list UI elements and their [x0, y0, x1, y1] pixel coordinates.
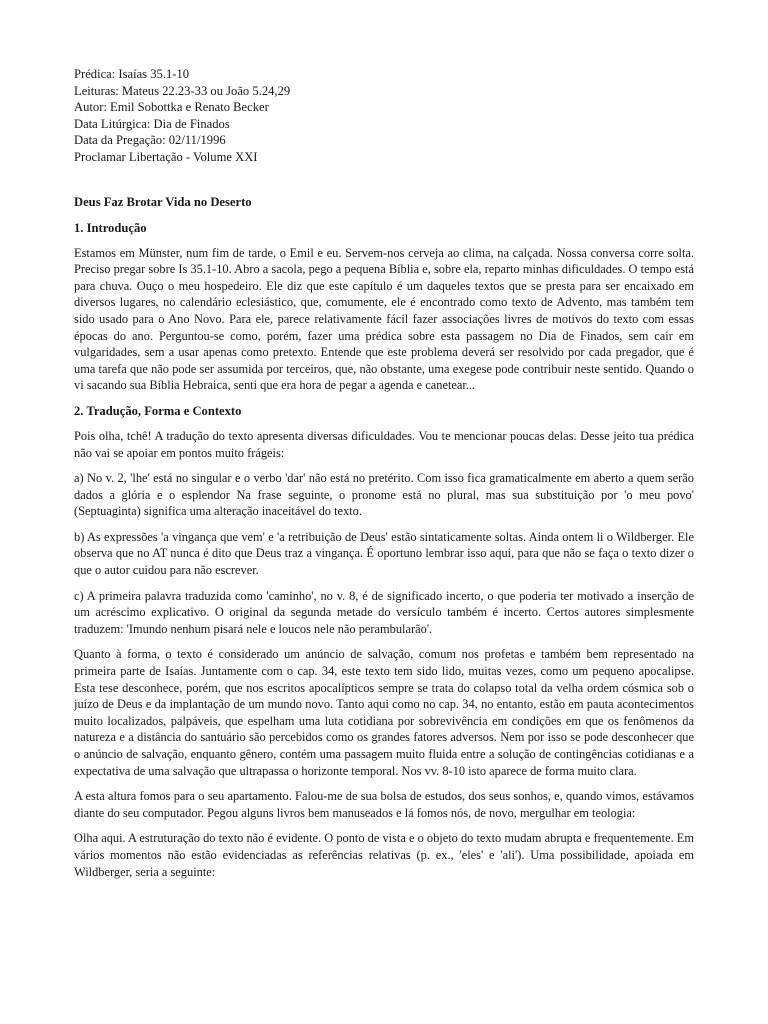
paragraph: Olha aqui. A estruturação do texto não é evidente. O ponto de vista e o objeto do texto mudam abrupta e frequentemente. Em vários momentos não estão evidenciadas as referências relativas (p. ex., 'eles' e 'ali'). Uma possibilidade, apoiada em Wildberger, seria a seguinte:: [74, 831, 694, 879]
paragraph: A esta altura fomos para o seu apartamento. Falou-me de sua bolsa de estudos, dos seus sonhos, e, quando vimos, estávamos diante do seu computador. Pegou alguns livros bem manuseados e lá fomos nós, de novo, mergulhar em teologia:: [74, 789, 694, 820]
paragraph: Quanto à forma, o texto é considerado um anúncio de salvação, comum nos profetas e também bem representado na primeira parte de Isaías. Juntamente com o cap. 34, este texto tem sido lido, muitas vezes, como um pequeno apocalipse. Esta tese desconhece, porém, que nos escritos apocalípticos sempre se trata do colapso total da velha ordem cósmica sob o juízo de Deus e da implantação de um mundo novo. Tanto aqui como no cap. 34, no entanto, estão em pauta acontecimentos muito localizados, palpáveis, que espelham uma luta cotidiana por sobrevivência em condições em que os fenômenos da natureza e a distância do santuário são percebidos como os grandes fatores adversos. Nem por isso se pode desconhecer que o anúncio de salvação, enquanto gênero, contém uma passagem muito fluida entre a solução de contingências cotidianas e a expectativa de uma salvação que ultrapassa o horizonte temporal. Nos vv. 8-10 isto aparece de forma muito clara.: [74, 647, 694, 778]
document-header: [74, 66, 694, 166]
header-line-author: Autor: Emil Sobottka e Renato Becker: [74, 100, 269, 115]
header-line-preaching-text: Prédica: Isaías 35.1-10: [74, 67, 190, 81]
section-translation-form-context: [74, 403, 694, 880]
header-line-preaching-date: Data da Pregação: 02/11/1996: [74, 133, 226, 148]
paragraph-item-b: b) As expressões 'a vingança que vem' e 'a retribuição de Deus' estão sintaticamente soltas. Ainda ontem li o Wildberger. Ele observa que no AT nunca é dito que Deus traz a vingança. É oportuno lembrar isso aqui, para que não se faça o texto dizer o que o autor cuidou para não escrever.: [74, 529, 694, 578]
header-line-liturgical-date: Data Litúrgica: Dia de Finados: [74, 116, 230, 131]
paragraph-item-a: a) No v. 2, 'lhe' está no singular e o verbo 'dar' não está no pretérito. Com isso fica gramaticalmente em aberto a quem serão dados a glória e o esplendor Na frase seguinte, o pronome está no plural, mas sua substituição por 'o meu povo' (Septuaginta) significa uma alteração inaceitável do texto.: [74, 471, 694, 519]
document-title: Deus Faz Brotar Vida no Deserto: [74, 194, 252, 209]
paragraph-item-c: c) A primeira palavra traduzida como 'caminho', no v. 8, é de significado incerto, o que poderia ter motivado a inserção de um acréscimo explicativo. O original da segunda metade do versículo também é incerto. Certos autores simplesmente traduzem: 'Imundo nenhum pisará nele e loucos nele não perambularão'.: [74, 588, 694, 636]
section-heading: 1. Introdução: [74, 220, 147, 235]
section-introduction: [74, 220, 694, 394]
header-line-volume: Proclamar Libertação - Volume XXI: [74, 149, 258, 164]
header-line-readings: Leituras: Mateus 22.23-33 ou João 5.24,29: [74, 83, 291, 98]
paragraph: Pois olha, tchê! A tradução do texto apresenta diversas dificuldades. Vou te mencionar poucas delas. Desse jeito tua prédica não vai se apoiar em pontos muito frágeis:: [74, 428, 694, 460]
section-heading: 2. Tradução, Forma e Contexto: [74, 403, 242, 418]
paragraph: Estamos em Münster, num fim de tarde, o Emil e eu. Servem-nos cerveja ao clima, na calçada. Nossa conversa corre solta. Preciso pregar sobre Is 35.1-10. Abro a sacola, pego a pequena Bíblia e, sobre ela, reparto minhas dificuldades. O tempo está para chuva. Ouço o meu hospedeiro. Ele diz que este capítulo é um daqueles textos que se presta para ser encaixado em diversos lugares, no calendário eclesiástico, que, comumente, ele é encontrado como texto de Advento, mas também tem sido usado para o Ano Novo. Para ele, parece relativamente fácil fazer associações livres de motivos do texto com essas épocas do ano. Perguntou-se como, porém, fazer uma prédica sobre esta passagem no Dia de Finados, sem cair em vulgaridades, sem a usar apenas como pretexto. Entende que este problema deverá ser resolvido por cada pregador, que é uma tarefa que não pode ser assumida por terceiros, que, não obstante, uma exegese pode contribuir neste sentido. Quando o vi sacando sua Bíblia Hebraica, senti que era hora de pegar a agenda e canetear...: [74, 245, 694, 393]
